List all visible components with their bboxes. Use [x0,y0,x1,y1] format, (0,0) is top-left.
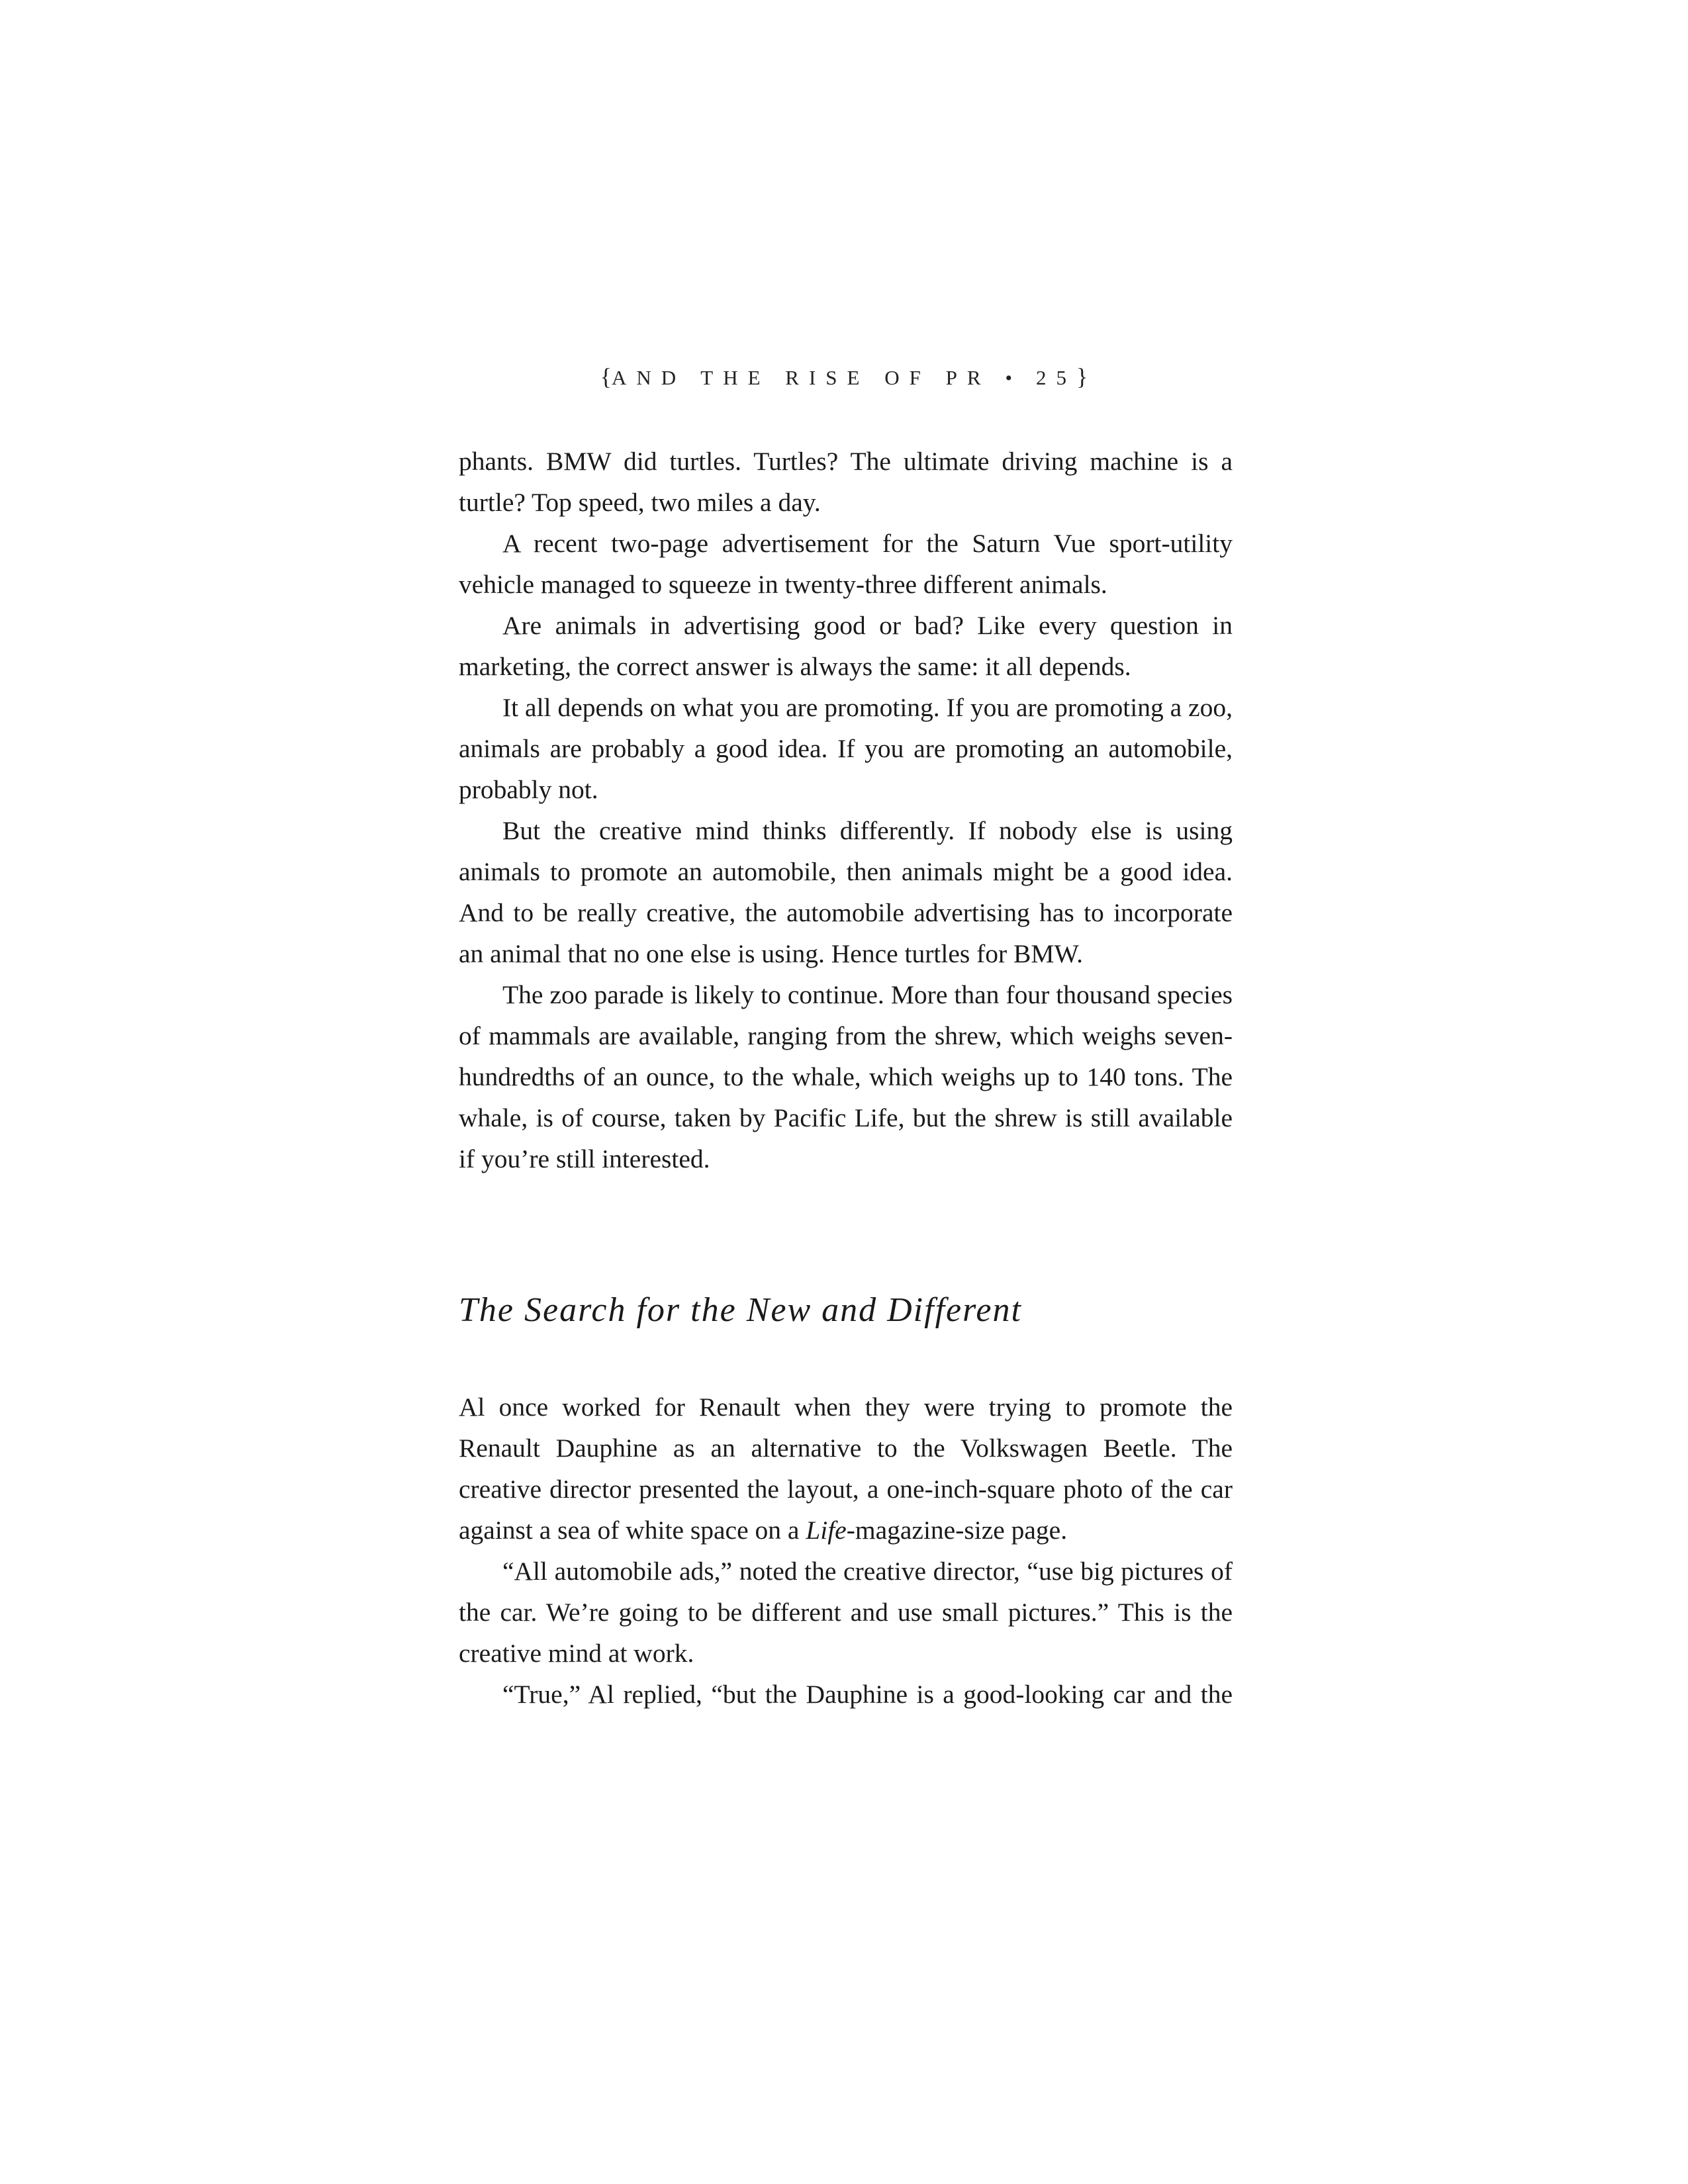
magazine-title: Life [806,1516,847,1545]
running-head-open-brace: { [600,363,612,390]
paragraph-text: -magazine-size page. [846,1516,1068,1545]
paragraph [459,1387,1233,1551]
running-head-title: AND THE RISE OF PR [611,366,991,389]
paragraph: “All automobile ads,” noted the creative director, “use big pictures of the car. We’re going to be different and use small pictures.” This is the creative mind at work. [459,1557,1233,1668]
paragraph: “True,” Al replied, “but the Dauphine is a good-looking car and the [502,1680,1233,1709]
body-text-section [459,1387,1233,1715]
paragraph: The zoo parade is likely to continue. More than four thousand species of mammals are available, ranging from the shrew, which weighs seven-hundredths of an ounce, to the whale, which weighs up to 140 tons. The whale, is of course, taken by Pacific Life, but the shrew is still available if you’re still interested. [459,980,1233,1173]
paragraph: It all depends on what you are promoting. If you are promoting a zoo, animals are probably a good idea. If you are promoting an automobile, probably not. [459,693,1233,804]
body-text-top [459,441,1233,1179]
paragraph: A recent two-page advertisement for the Saturn Vue sport-utility vehicle managed to squeeze in twenty-three different animals. [459,529,1233,599]
paragraph: But the creative mind thinks differently. If nobody else is using animals to promote an automobile, then animals might be a good idea. And to be really creative, the automobile advertising has to incorporate an animal that no one else is using. Hence turtles for BMW. [459,816,1233,968]
paragraph: Are animals in advertising good or bad? Like every question in marketing, the correct answer is always the same: it all depends. [459,611,1233,681]
page-number: 25 [1036,366,1077,389]
running-head-close-brace: } [1076,363,1088,390]
section-heading: The Search for the New and Different [459,1291,1022,1329]
paragraph-text: Al once worked for Renault when they were trying to promote the Renault Dauphine as an alternative to the Volkswagen Beetle. The creative director presented the layout, a one-inch-square photo of the car against a sea of white space on a [459,1392,1233,1545]
running-head [0,363,1688,390]
paragraph: phants. BMW did turtles. Turtles? The ultimate driving machine is a turtle? Top speed, two miles a day. [459,447,1233,517]
bullet-icon: • [1005,367,1013,389]
